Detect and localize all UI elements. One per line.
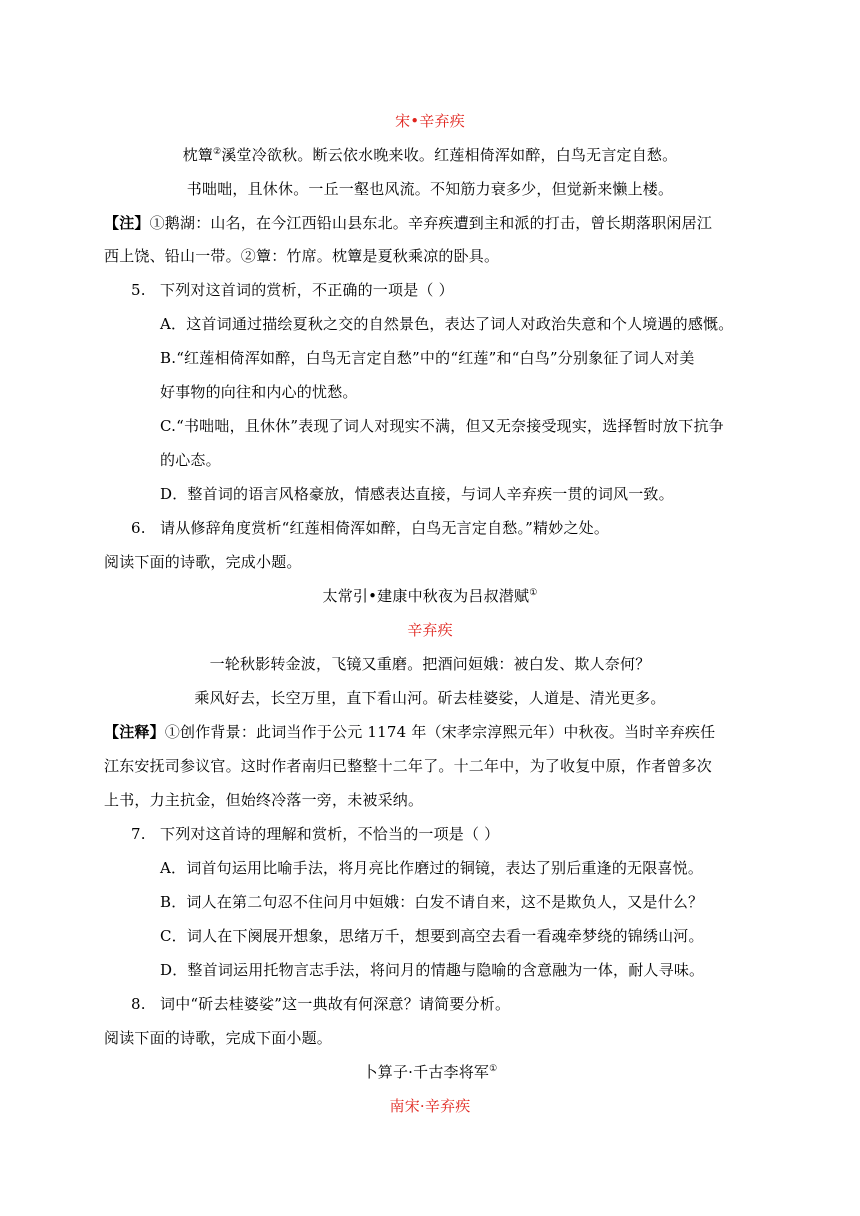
q7-option-c: C．词人在下阕展开想象，思绪万千，想要到高空去看一看魂牵梦绕的锦绣山河。 [160,927,704,945]
q5-option-c-line2: 的心态。 [160,451,221,469]
q6-num: 6. [131,519,146,537]
poem2-author: 辛弃疾 [407,621,453,639]
footnote-mark: ① [489,1064,498,1074]
poem1-author: 宋•辛弃疾 [395,112,465,130]
poem1-line1 [0,144,860,166]
poem2-line1: 一轮秋影转金波，飞镜又重磨。把酒问姮娥：被白发、欺人奈何？ [209,655,651,673]
q7-option-d: D．整首词运用托物言志手法，将问月的情趣与隐喻的含意融为一体，耐人寻味。 [160,961,705,979]
footnote-mark: ② [213,147,222,157]
note-text: ①创作背景：此词当作于公元 1174 年（宋孝宗淳熙元年）中秋夜。当时辛弃疾任 [164,723,716,741]
q5-option-b-line1: B.“红莲相倚浑如醉，白鸟无言定自愁”中的“红莲”和“白鸟”分别象征了词人对美 [160,349,695,367]
note-tag: 【注释】 [104,723,165,741]
q8-num: 8. [131,995,146,1013]
q5-num: 5. [131,281,146,299]
q5-option-c-line1: C.“书咄咄，且休休”表现了词人对现实不满，但又无奈接受现实，选择暂时放下抗争 [160,417,724,435]
q7-num: 7. [131,825,146,843]
poem2-title-text: 太常引•建康中秋夜为吕叔潜赋 [322,587,530,605]
poem1-note-line2: 西上饶、铅山一带。②簟：竹席。枕簟是夏秋乘凉的卧具。 [104,247,500,265]
q7-option-b: B．词人在第二句忍不住问月中姮娥：白发不请自来，这不是欺负人，又是什么？ [160,893,704,911]
poem2-line2: 乘风好去，长空万里，直下看山河。斫去桂婆娑，人道是、清光更多。 [194,689,666,707]
footnote-mark: ① [529,588,538,598]
poem3-author: 南宋·辛弃疾 [389,1097,471,1115]
q7-option-a: A．词首句运用比喻手法，将月亮比作磨过的铜镜，表达了别后重逢的无限喜悦。 [160,859,704,877]
poem3-title [0,1061,860,1083]
q7-stem: 下列对这首诗的理解和赏析，不恰当的一项是（ ） [160,825,500,843]
poem1-line1-start: 枕簟 [182,146,214,164]
q5-option-d: D．整首词的语言风格豪放，情感表达直接，与词人辛弃疾一贯的词风一致。 [160,485,674,503]
poem2-note-line3: 上书，力主抗金，但始终冷落一旁，未被采纳。 [104,791,424,809]
reading-instruction-1: 阅读下面的诗歌，完成小题。 [104,553,302,571]
poem2-note-line1 [104,721,715,743]
poem1-note-line1 [104,212,712,234]
poem1-line2: 书咄咄，且休休。一丘一壑也风流。不知筋力衰多少，但觉新来懒上楼。 [186,180,674,198]
note-text: ①鹅湖：山名，在今江西铅山县东北。辛弃疾遭到主和派的打击，曾长期落职闲居江 [149,214,713,232]
q5-stem: 下列对这首词的赏析，不正确的一项是（ ） [160,281,454,299]
poem1-line1-end: 溪堂冷欲秋。断云依水晚来收。红莲相倚浑如醉，白鸟无言定自愁。 [221,146,678,164]
q6-stem: 请从修辞角度赏析“红莲相倚浑如醉，白鸟无言定自愁。”精妙之处。 [160,519,610,537]
reading-instruction-2: 阅读下面的诗歌，完成下面小题。 [104,1029,333,1047]
q5-option-b-line2: 好事物的向往和内心的忧愁。 [160,383,358,401]
poem3-title-text: 卜算子·千古李将军 [362,1063,490,1081]
q8-stem: 词中“斫去桂婆娑”这一典故有何深意？请简要分析。 [160,995,511,1013]
poem2-note-line2: 江东安抚司参议官。这时作者南归已整整十二年了。十二年中，为了收复中原，作者曾多次 [104,757,713,775]
q5-option-a: A．这首词通过描绘夏秋之交的自然景色，表达了词人对政治失意和个人境遇的感慨。 [160,315,734,333]
poem2-title [0,585,860,607]
note-tag: 【注】 [104,214,150,232]
